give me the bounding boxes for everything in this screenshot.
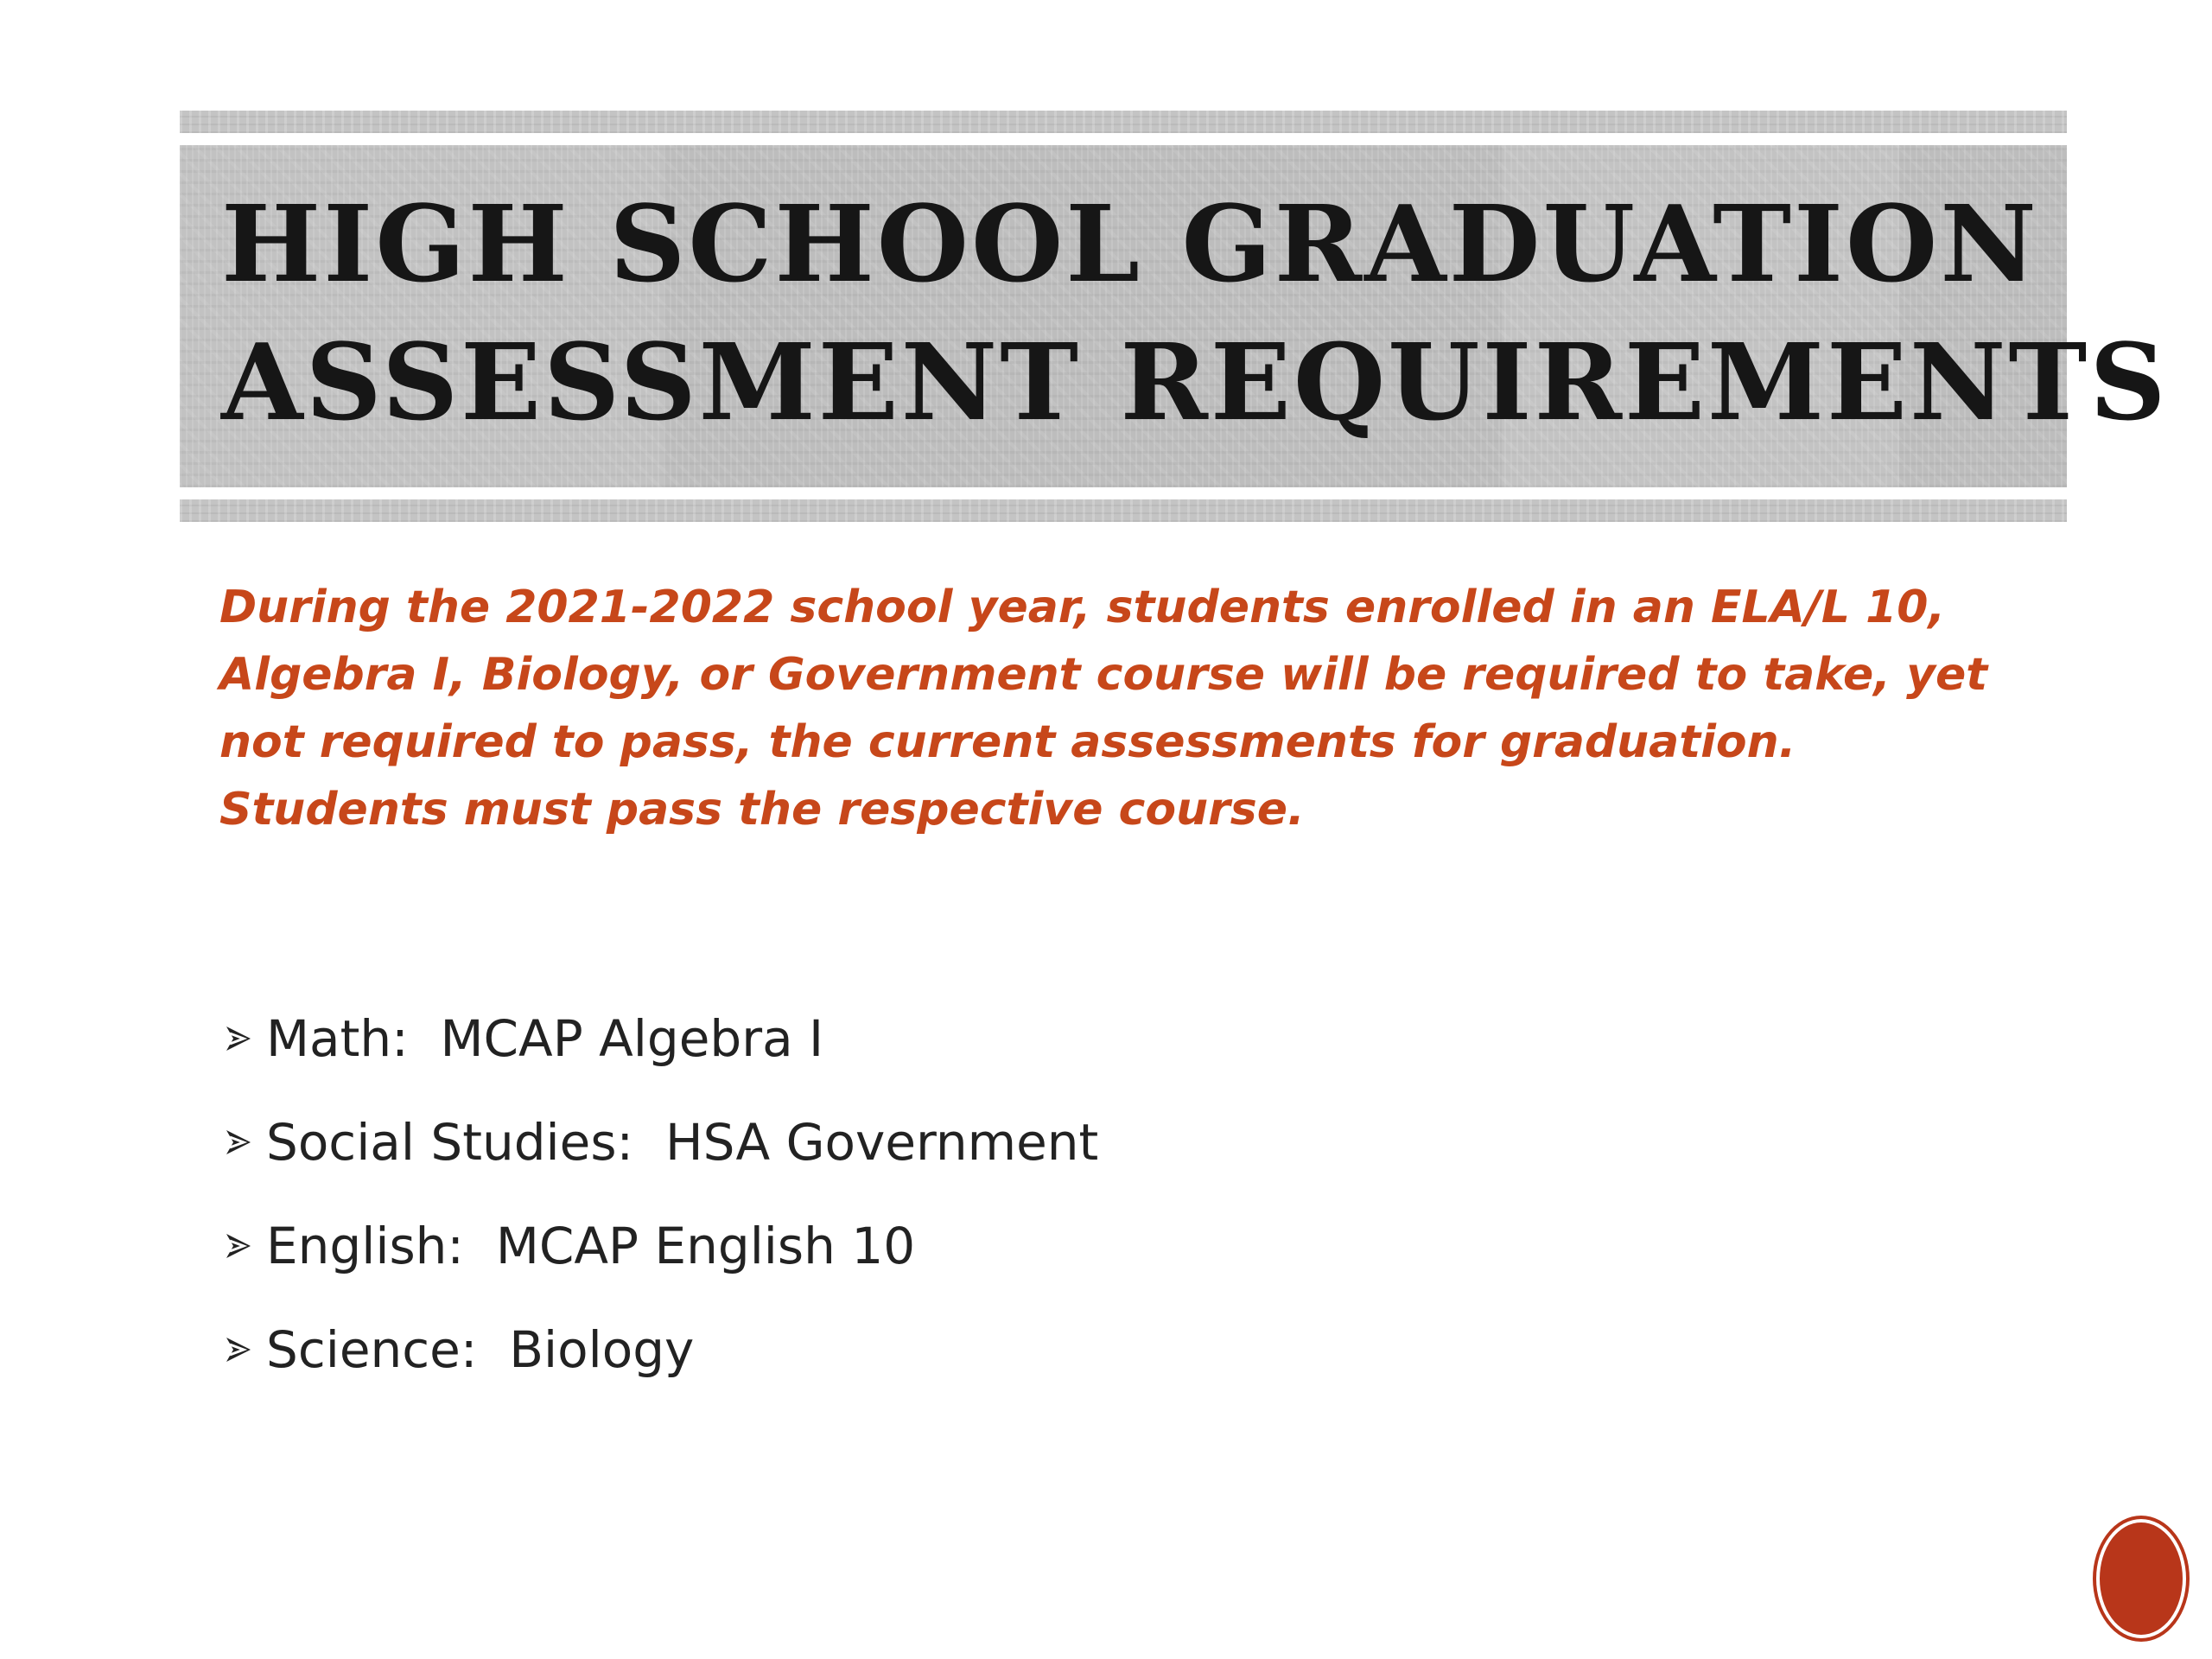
arrow-bullet-icon	[219, 1227, 257, 1265]
list-item	[219, 1298, 1098, 1402]
notice-line: not required to pass, the current assessments for graduation.	[219, 716, 1796, 768]
list-item	[219, 1194, 1098, 1298]
list-item-text: Science: Biology	[266, 1320, 695, 1379]
arrow-bullet-icon	[219, 1123, 257, 1161]
list-item-text: English: MCAP English 10	[266, 1217, 916, 1275]
notice-paragraph	[219, 574, 2034, 843]
notice-line: Algebra I, Biology, or Government course will be required to take, yet	[219, 649, 1988, 701]
slide-title-line-2: ASSESSMENT REQUIREMENTS	[221, 320, 2169, 444]
notice-line: During the 2021-2022 school year, students enrolled in an ELA/L 10,	[219, 582, 1946, 633]
next-slide-circle-icon[interactable]	[2100, 1522, 2183, 1635]
list-item	[219, 1090, 1098, 1194]
list-item-text: Social Studies: HSA Government	[266, 1113, 1099, 1172]
arrow-bullet-icon	[219, 1020, 257, 1058]
assessment-list	[219, 987, 1098, 1402]
slide-title	[221, 175, 2168, 451]
title-band-bottom-stripe	[180, 499, 2067, 522]
title-band	[180, 111, 2169, 522]
arrow-bullet-icon	[219, 1331, 257, 1369]
list-item-text: Math: MCAP Algebra I	[266, 1009, 824, 1068]
slide-title-line-1: HIGH SCHOOL GRADUATION	[221, 181, 2039, 306]
title-band-top-stripe	[180, 111, 2067, 133]
list-item	[219, 987, 1098, 1090]
notice-line: Students must pass the respective course.	[219, 784, 1305, 836]
